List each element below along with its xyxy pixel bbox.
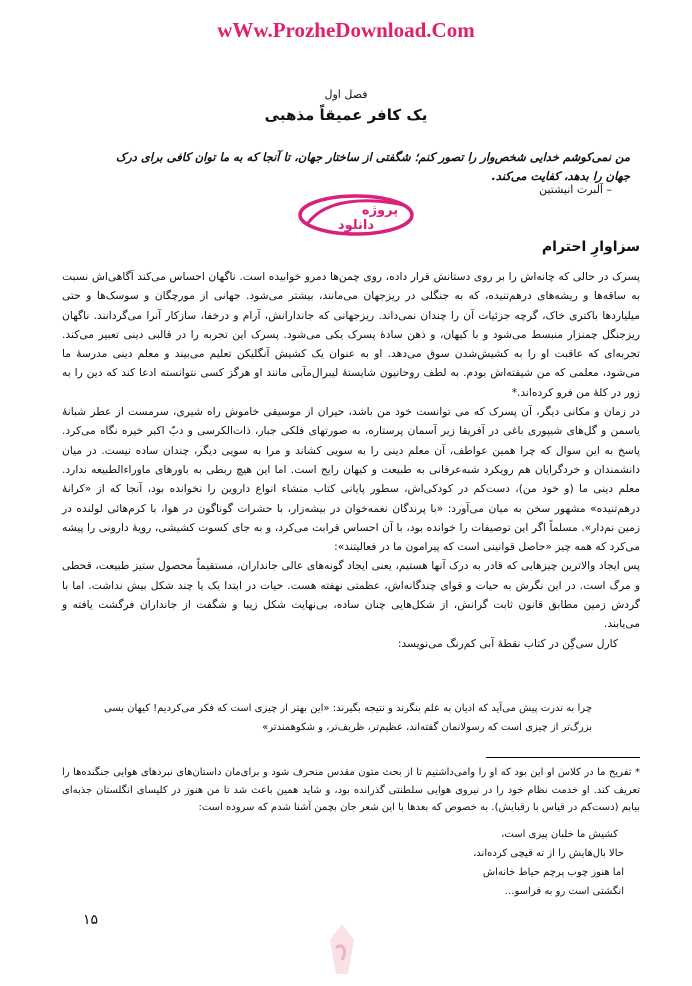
watermark-glyph-icon	[322, 920, 362, 978]
poem-line: اما هنوز چوب پرچم حیاط خانه‌اش	[482, 867, 624, 878]
paragraph: پسرک در حالی که چانه‌اش را بر روی دستانش قرار داده، روی چمن‌ها دمرو خوابیده است. ناگهان احساس می‌کند آگاهی‌اش نسبت به ساقه‌ها و ریشه‌های درهم‌تنیده، که به جنگلی در ریزجهان می‌مانند، بیشتر می‌شود. جهانی از مورچگان و سوسک‌ها و حتی میلیاردها باکتری خاک، گرچه جزئیات آن را چندان نمی‌داند. ریزجهانی که جاندارانش، آرام و درخفا، سازکار آنرا می‌گردانند. ناگهان ریزجنگل چمنزار منبسط می‌شود و با کیهان، و ذهن سادهٔ پسرک یکی می‌شود. پسرک این تجربه را در قالبی دینی تعبیر می‌کند. تجربه‌ای که عاقبت او را به کشیش‌شدن سوق می‌دهد. او به عنوان یک کشیش آنگلیکن تعلیم می‌بیند و معلم دینی مدرسهٔ ما می‌شود، معلمی که من شیفته‌اش بودم. به لطف روحانیون شایستهٔ لیبرال‌مآبی مانند او هرگز کسی نتوانسته ادعا کند که دین را به زور در کلهٔ من فرو کرده‌اند.*	[62, 270, 640, 399]
paragraph: کارل سی‌گِن در کتاب نقطهٔ آبی کم‌رنگ می‌نویسد:	[397, 636, 618, 650]
epigraph-author: – آلبرت انیشتین	[539, 183, 612, 196]
chapter-title: یک کافر عمیقاً مذهبی	[264, 106, 428, 124]
paragraph: پس ایجاد والاترین چیزهایی که قادر به درک آنها هستیم، یعنی ایجاد گونه‌های عالی جانداران، مستقیماً محصول ستیز طبیعت، قحطی و مرگ است. در این نگرش به حیات و قوای چندگانه‌اش، عظمتی نهفته هست. حیات در ابتدا یک یا چند شکل بیش نداشت. اما با گردش زمین مطابق قانون ثابت گرانش، از شکل‌هایی چنان ساده، بی‌نهایت شکل زیبا و شگفت از جانداران فرگشت یافته و می‌یابند.	[62, 559, 640, 631]
poem-line: انگشتی است رو به فراسو…	[504, 886, 624, 897]
logo-line-2: دانلود	[337, 218, 375, 233]
section-heading: سزاوارِ احترام	[541, 239, 640, 255]
epigraph-text: من نمی‌کوشم خدایی شخص‌وار را تصور کنم؛ شگفتی از ساختار جهان، تا آنجا که به ما توان کافی برای درک جهان را بدهد، کفایت می‌کند.	[115, 150, 630, 183]
footnote-divider	[486, 757, 640, 758]
watermark-url: wWw.ProzheDownload.Com	[217, 18, 475, 42]
footnote: * تفریح ما در کلاس او این بود که او را وامی‌داشتیم تا از بحث متون مقدس منحرف شود و برای‌مان داستان‌های نبردهای هوایی جنگنده‌ها را تعریف کند. او خدمت نظام خود را در نیروی هوایی سلطنتی گذرانده بود، و شاید همین باعث شد تا من هنوز در کلیسای انگلستان جذبه‌ای بیابم (دست‌کم در قیاس با رقبایش). به خصوص که بعدها با این شعر جان بچمن آشنا شدم که سروده است:	[62, 767, 640, 813]
block-quote: چرا به ندرت پیش می‌آید که ادیان به علم بنگرند و نتیجه بگیرند: «این بهتر از چیزی است که فکر می‌کردیم! کیهان بسی بزرگ‌تر از چیزی است که رسولانمان گفته‌اند، عظیم‌تر، ظریف‌تر، و شکوهمندتر»	[103, 703, 592, 733]
paragraph: در زمان و مکانی دیگر، آن پسرک که می توانست خود من باشد، حیران از موسیقی خاموش راه شیری، سرمست از عطر شبانهٔ یاسمن و گل‌های شیپوری باغی در آفریقا زیر آسمان پرستاره، به صورتهای فلکی جبار، ذات‌الکرسی و دبّ اکبر خیره نگاه می‌کرد. پاسخ به این سوال که چرا همین عواطف، آن معلم دینی را به سویی کشاند و مرا به سویی دیگر، چندان ساده نیست. در میان دانشمندان و خردگرایان هم رویکرد شبه‌عرفانی به طبیعت و کیهان رایج است. اما این هیچ ربطی به باورهای ماوراءالطبیعه ندارد. معلم دینی ما (و خود من)، دست‌کم در کودکی‌اش، سطور پایانی کتاب منشاء انواع داروین را نخوانده بود، آنجا که از «کرانهٔ درهم‌تنیده» مشهور سخن به میان می‌آورد: «با پرندگان نغمه‌خوان در بیشه‌زار، با حشرات گوناگون در هوا، با کرم‌هائی لولنده در زمین نم‌دار». مسلماً اگر این توصیفات را خوانده بود، با آن احساس قرابت می‌کرد، و به جای کسوت کشیشی، رویهٔ دارونی را پیشه می‌کرد که همه چیز «حاصل قوانینی است که پیرامون ما در فعالیتند»:	[62, 405, 640, 554]
poem-line: کشیش ما خلبان پیری است،	[501, 829, 618, 840]
chapter-label: فصل اول	[324, 88, 368, 101]
body-text	[62, 267, 640, 653]
poem-line: حالا بال‌هایش را از ته قیچی کرده‌اند،	[473, 848, 624, 859]
logo-line-1: پروژه	[361, 203, 399, 218]
prozhe-download-logo-icon	[296, 193, 416, 237]
footnote-poem	[92, 825, 624, 901]
page-number: ۱۵	[83, 912, 99, 928]
